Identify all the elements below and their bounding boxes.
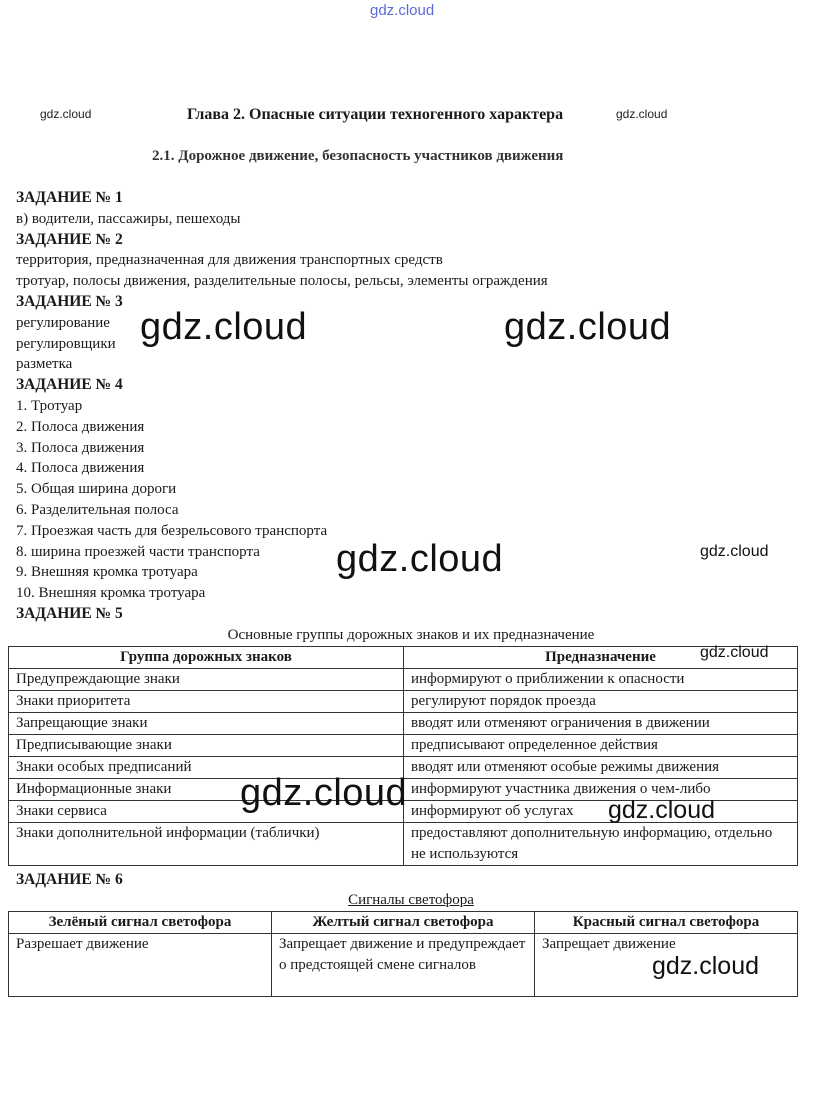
- task-2-line: тротуар, полосы движения, разделительные полосы, рельсы, элементы ограждения: [16, 273, 548, 290]
- sign-purpose-cell: предоставляют дополнительную информацию, отдельно не используются: [404, 822, 798, 865]
- table-row: [9, 734, 798, 756]
- section-title: 2.1. Дорожное движение, безопасность участников движения: [152, 148, 564, 164]
- task-4-item: 1. Тротуар: [16, 397, 83, 414]
- task-2-line: территория, предназначенная для движения транспортных средств: [16, 252, 443, 269]
- sign-group-cell: Предупреждающие знаки: [9, 668, 404, 690]
- sign-purpose-cell: вводят или отменяют ограничения в движении: [404, 712, 798, 734]
- road-signs-table: [8, 646, 798, 866]
- watermark-large: gdz.cloud: [240, 772, 408, 814]
- task-4-item: 10. Внешняя кромка тротуара: [16, 585, 206, 602]
- table-header-row: [9, 912, 798, 934]
- sign-purpose-cell: регулируют порядок проезда: [404, 690, 798, 712]
- sign-group-cell: Знаки приоритета: [9, 690, 404, 712]
- yellow-signal-cell: Запрещает движение и предупреждает о предстоящей смене сигналов: [272, 934, 535, 997]
- watermark-large: gdz.cloud: [140, 306, 308, 348]
- chapter-title: Глава 2. Опасные ситуации техногенного характера: [187, 106, 564, 123]
- watermark-medium: gdz.cloud: [608, 796, 716, 824]
- table-row: [9, 712, 798, 734]
- sign-group-cell: Знаки дополнительной информации (таблички): [9, 822, 404, 865]
- task-4-item: 6. Разделительная полоса: [16, 501, 179, 518]
- column-header-red: Красный сигнал светофора: [535, 912, 798, 934]
- task-3-line: регулировщики: [16, 335, 116, 352]
- watermark-small-left: gdz.cloud: [40, 107, 92, 121]
- table-row: [9, 822, 798, 865]
- task-3-heading: ЗАДАНИЕ № 3: [16, 292, 123, 310]
- column-header-green: Зелёный сигнал светофора: [9, 912, 272, 934]
- watermark-large: gdz.cloud: [504, 306, 672, 348]
- watermark-medium: gdz.cloud: [700, 543, 769, 560]
- task-6-heading: ЗАДАНИЕ № 6: [16, 870, 123, 888]
- task-4-item: 4. Полоса движения: [16, 460, 145, 477]
- column-header-purpose: Предназначение: [404, 646, 798, 668]
- task-4-item: 7. Проезжая часть для безрельсового транспорта: [16, 522, 328, 539]
- column-header-group: Группа дорожных знаков: [9, 646, 404, 668]
- table-header-row: [9, 646, 798, 668]
- sign-group-cell: Знаки сервиса: [9, 800, 404, 822]
- watermark-small-right: gdz.cloud: [616, 107, 668, 121]
- sign-group-cell: Запрещающие знаки: [9, 712, 404, 734]
- green-signal-cell: Разрешает движение: [9, 934, 272, 997]
- table-row: [9, 668, 798, 690]
- sign-group-cell: Знаки особых предписаний: [9, 756, 404, 778]
- task-3-line: разметка: [16, 356, 73, 373]
- red-signal-cell: Запрещает движение: [535, 934, 798, 997]
- watermark-large: gdz.cloud: [336, 538, 504, 580]
- column-header-yellow: Желтый сигнал светофора: [272, 912, 535, 934]
- table-row: [9, 690, 798, 712]
- task-4-item: 3. Полоса движения: [16, 439, 145, 456]
- task-4-item: 8. ширина проезжей части транспорта: [16, 543, 260, 560]
- sign-group-cell: Предписывающие знаки: [9, 734, 404, 756]
- task-3-line: регулирование: [16, 314, 110, 331]
- task-5-heading: ЗАДАНИЕ № 5: [16, 604, 123, 622]
- task-4-item: 2. Полоса движения: [16, 418, 145, 435]
- watermark-medium: gdz.cloud: [652, 952, 760, 980]
- sign-purpose-cell: информируют участника движения о чем-либо: [404, 778, 798, 800]
- sign-purpose-cell: информируют об услугах: [404, 800, 798, 822]
- watermark-medium: gdz.cloud: [700, 644, 769, 661]
- traffic-lights-caption: Сигналы светофора: [348, 892, 474, 909]
- sign-group-cell: Информационные знаки: [9, 778, 404, 800]
- task-1-answer: в) водители, пассажиры, пешеходы: [16, 210, 241, 227]
- document-body: [16, 188, 806, 997]
- sign-purpose-cell: вводят или отменяют особые режимы движения: [404, 756, 798, 778]
- road-signs-caption: Основные группы дорожных знаков и их предназначение: [227, 626, 595, 643]
- task-2-heading: ЗАДАНИЕ № 2: [16, 230, 123, 248]
- sign-purpose-cell: информируют о приближении к опасности: [404, 668, 798, 690]
- task-4-item: 9. Внешняя кромка тротуара: [16, 564, 198, 581]
- task-4-item: 5. Общая ширина дороги: [16, 481, 177, 498]
- sign-purpose-cell: предписывают определенное действия: [404, 734, 798, 756]
- task-4-heading: ЗАДАНИЕ № 4: [16, 376, 123, 394]
- watermark-top: gdz.cloud: [370, 2, 435, 19]
- task-1-heading: ЗАДАНИЕ № 1: [16, 189, 123, 206]
